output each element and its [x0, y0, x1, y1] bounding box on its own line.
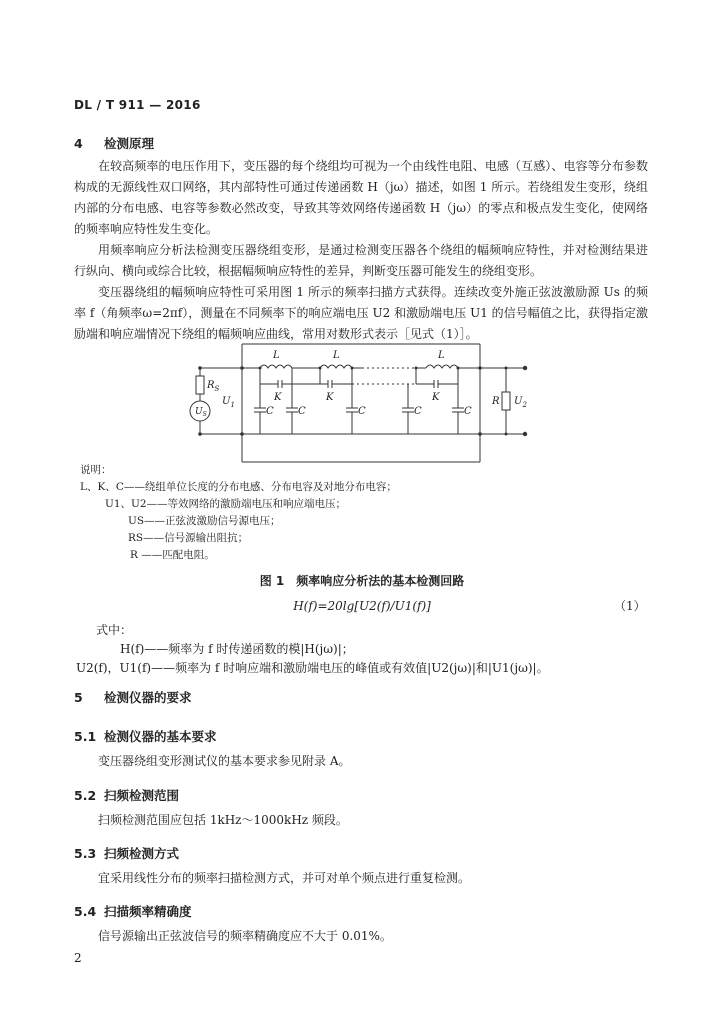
- section-5-heading: [74, 688, 192, 706]
- document-code: DL / T 911 — 2016: [74, 98, 201, 112]
- detection-circuit-diagram: [180, 338, 560, 468]
- paragraph-principle-2: 用频率响应分析法检测变压器绕组变形，是通过检测变压器各个绕组的幅频响应特性，并对检测结果进行纵向、横向或综合比较，根据幅频响应特性的差异，判断变压器可能发生的绕组变形。: [74, 243, 648, 278]
- label-U1: $U_1$: [222, 396, 235, 409]
- section-5-4-heading: 5.4 扫描频率精确度: [74, 904, 192, 919]
- section-5-1-heading: 5.1 检测仪器的基本要求: [74, 729, 217, 744]
- label-L-2: L: [333, 350, 340, 361]
- label-Rs: $R_S$: [207, 380, 220, 393]
- paragraph-principle-3: 变压器绕组的幅频响应特性可采用图 1 所示的频率扫描方式获得。连续改变外施正弦波激励源 Us 的频率 f（角频率ω=2πf），测量在不同频率下的响应端电压 U2 和激励端电压 U1 的信号幅值之比，获得指定激励端和响应端情况下绕组的幅频响应曲线，常用对数形式表示［见式（1）］。: [74, 285, 648, 341]
- paragraph-principle-1: 在较高频率的电压作用下，变压器的每个绕组均可视为一个由线性电阻、电感（互感）、电容等分布参数构成的无源线性双口网络，其内部特性可通过传递函数 H（jω）描述，如图 1 所示。若绕组发生变形，绕组内部的分布电感、电容等参数必然改变，导致其等效网络传递函数 H（jω）的零点和极点发生变化，使网络的频率响应特性发生变化。: [74, 159, 648, 236]
- legend-item-LKC: L、K、C——绕组单位长度的分布电感、分布电容及对地分布电容；: [80, 481, 397, 493]
- label-K-1: K: [274, 392, 282, 403]
- legend-item-R: R ——匹配电阻。: [130, 549, 215, 561]
- section-5-4-text: 信号源输出正弦波信号的频率精确度应不大于 0.01%。: [98, 929, 392, 943]
- formula-where: 式中：: [96, 623, 133, 637]
- label-C-4: C: [414, 406, 422, 417]
- formula-def-H: H(f)——频率为 f 时传递函数的模|H(jω)|；: [120, 642, 354, 656]
- section-5-3-text: 宜采用线性分布的频率扫描检测方式，并可对单个频点进行重复检测。: [98, 871, 471, 885]
- figure-caption: 图 1 频率响应分析法的基本检测回路: [259, 574, 465, 588]
- label-K-3: K: [432, 392, 440, 403]
- label-C-3: C: [358, 406, 366, 417]
- section-4-title: 检测原理: [104, 136, 155, 151]
- label-C-1: C: [266, 406, 274, 417]
- section-5-title: 检测仪器的要求: [104, 690, 192, 705]
- label-C-2: C: [298, 406, 306, 417]
- label-K-2: K: [326, 392, 334, 403]
- legend-item-Rs: RS——信号源输出阻抗；: [128, 532, 249, 544]
- legend-title: 说明：: [80, 464, 112, 476]
- label-R: R: [492, 396, 500, 407]
- legend-item-Us: US——正弦波激励信号源电压；: [128, 515, 281, 527]
- section-4-number: 4: [74, 136, 83, 151]
- section-5-2-text: 扫频检测范围应包括 1kHz～1000kHz 频段。: [98, 813, 348, 827]
- label-C-5: C: [464, 406, 472, 417]
- legend-item-U1U2: U1、U2——等效网络的激励端电压和响应端电压；: [105, 498, 347, 510]
- label-L-1: L: [273, 350, 280, 361]
- label-Us: $U_S$: [195, 407, 207, 418]
- label-L-3: L: [438, 350, 445, 361]
- section-4-heading: [74, 134, 154, 152]
- page-number: 2: [74, 951, 82, 965]
- label-U2: $U_2$: [514, 396, 527, 409]
- section-5-3-heading: 5.3 扫频检测方式: [74, 846, 180, 861]
- section-5-1-text: 变压器绕组变形测试仪的基本要求参见附录 A。: [98, 754, 351, 768]
- formula-def-U: U2(f)，U1(f)——频率为 f 时响应端和激励端电压的峰值或有效值|U2(jω)|和|U1(jω)|。: [76, 661, 549, 675]
- formula-number: （1）: [614, 599, 646, 613]
- formula-1: H(f)=20lg[U2(f)/U1(f)]: [293, 599, 431, 613]
- section-5-2-heading: 5.2 扫频检测范围: [74, 788, 180, 803]
- section-5-number: 5: [74, 690, 83, 705]
